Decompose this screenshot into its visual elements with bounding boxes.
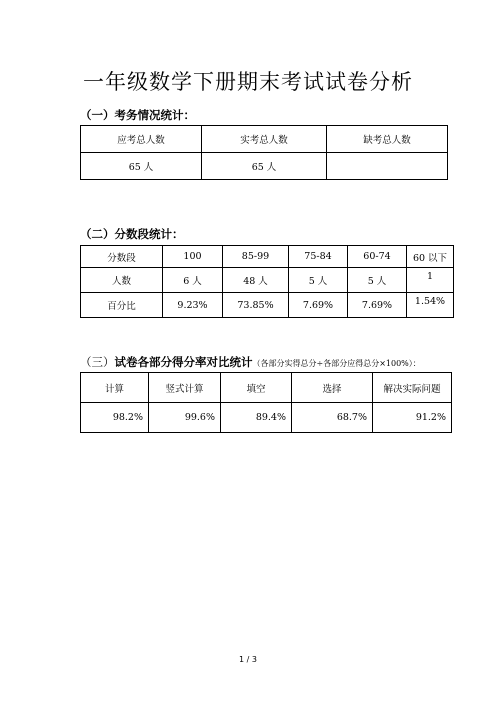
value-cell: 5 人 [289, 268, 348, 293]
header-cell: 60-74 [348, 246, 407, 268]
row-label-cell: 人数 [81, 268, 163, 293]
exam-attendance-table [80, 125, 448, 180]
row-label-cell: 百分比 [81, 293, 163, 318]
table-header-row [81, 373, 452, 403]
value-cell: 1 [407, 268, 454, 293]
section3-heading-note: （各部分实得总分÷各部分应得总分×100%）： [252, 359, 421, 368]
section3-heading-main: 试卷各部分得分率对比统计 [114, 355, 253, 369]
score-range-table [80, 245, 454, 318]
header-cell: 100 [163, 246, 223, 268]
value-cell: 9.23% [163, 293, 223, 318]
header-cell: 解决实际问题 [373, 373, 452, 403]
table-header-row [81, 246, 454, 268]
table-row [81, 293, 454, 318]
value-cell: 65 人 [81, 153, 202, 180]
table-row [81, 153, 448, 180]
table-row [81, 268, 454, 293]
value-cell: 5 人 [348, 268, 407, 293]
section3-heading [80, 354, 421, 370]
table-row [81, 403, 452, 433]
value-cell: 98.2% [81, 403, 149, 433]
value-cell: 91.2% [373, 403, 452, 433]
header-cell: 填空 [221, 373, 292, 403]
section2-heading: （二）分数段统计： [80, 227, 184, 241]
value-cell: 7.69% [348, 293, 407, 318]
value-cell: 48 人 [223, 268, 289, 293]
header-cell: 计算 [81, 373, 149, 403]
header-cell: 缺考总人数 [327, 126, 448, 153]
header-cell: 85-99 [223, 246, 289, 268]
section1-heading: （一）考务情况统计： [80, 108, 195, 122]
header-cell: 60 以下 [407, 246, 454, 268]
table-header-row [81, 126, 448, 153]
header-cell: 应考总人数 [81, 126, 202, 153]
value-cell: 99.6% [149, 403, 221, 433]
value-cell: 89.4% [221, 403, 292, 433]
value-cell: 6 人 [163, 268, 223, 293]
header-cell: 75-84 [289, 246, 348, 268]
value-cell: 73.85% [223, 293, 289, 318]
header-cell: 竖式计算 [149, 373, 221, 403]
value-cell [327, 153, 448, 180]
header-cell: 选择 [292, 373, 373, 403]
document-title: 一年级数学下册期末考试试卷分析 [83, 70, 413, 94]
section3-heading-prefix: （三） [80, 355, 115, 369]
section-score-rate-table [80, 372, 452, 433]
value-cell: 65 人 [202, 153, 327, 180]
value-cell: 1.54% [407, 293, 454, 318]
header-cell: 实考总人数 [202, 126, 327, 153]
header-cell: 分数段 [81, 246, 163, 268]
page-number: 1 / 3 [239, 655, 257, 664]
value-cell: 7.69% [289, 293, 348, 318]
value-cell: 68.7% [292, 403, 373, 433]
